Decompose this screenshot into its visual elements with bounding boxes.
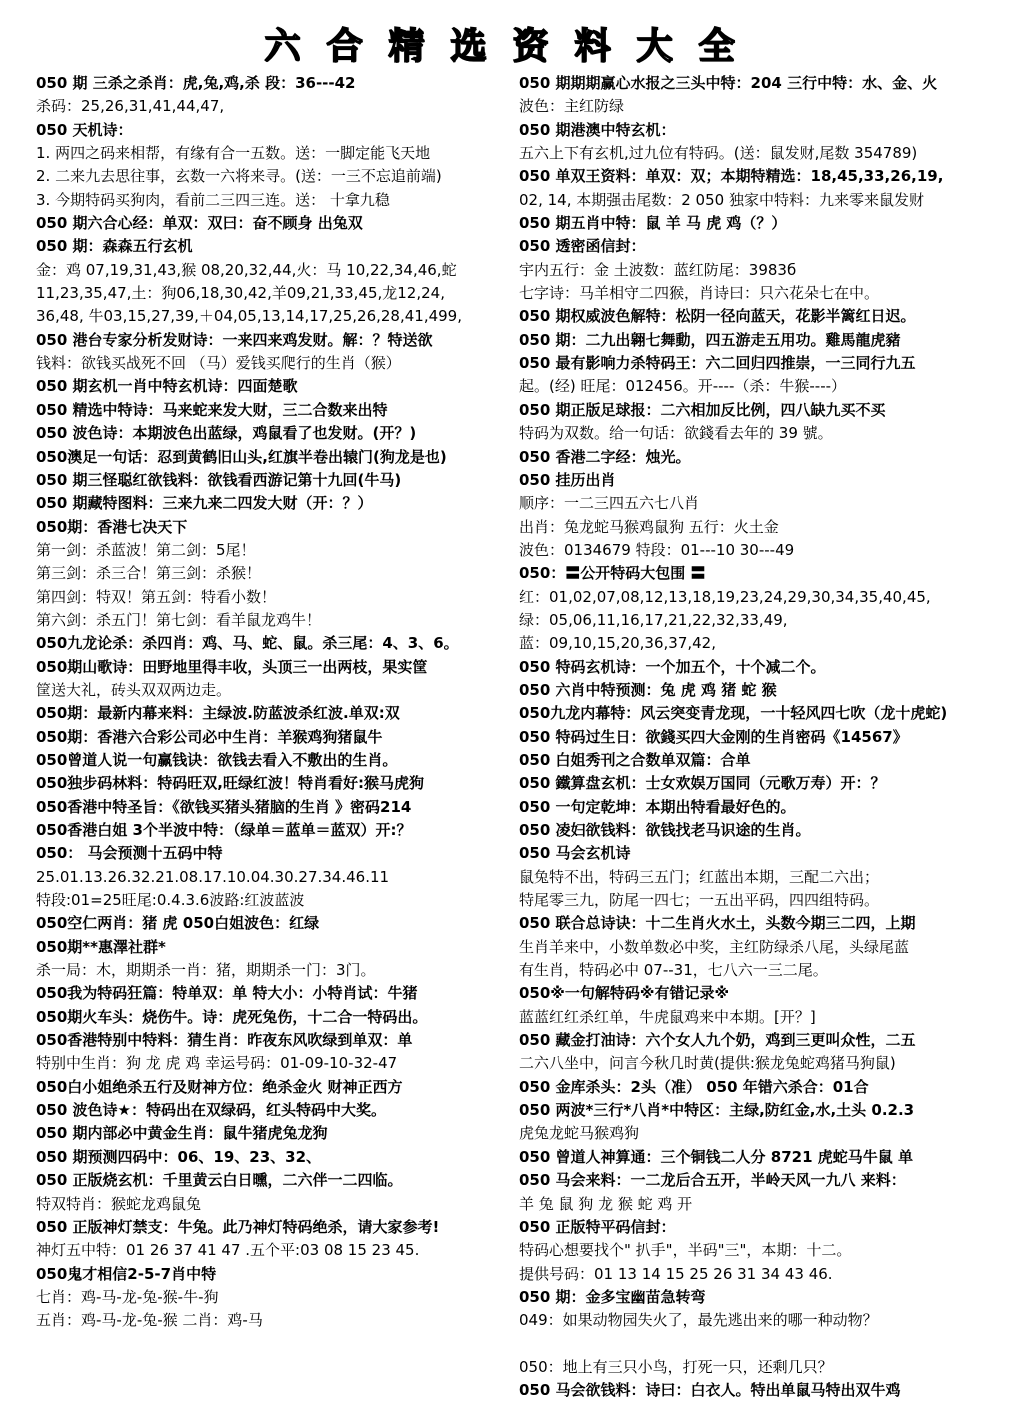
section-heading-line: 050 期三怪聪红欲钱料：欲钱看西游记第十九回(牛马) [36, 470, 402, 489]
section-heading-line: 050 期五肖中特：鼠 羊 马 虎 鸡（？） [519, 214, 787, 233]
text-line: 1. 两四之码来相帮，有缘有合一五数。送：一脚定能飞天地 [36, 144, 431, 163]
text-line: 蓝蓝红红杀红单，牛虎鼠鸡来中本期。[开？] [519, 1007, 816, 1026]
text-line: 25.01.13.26.32.21.08.17.10.04.30.27.34.46.11 [36, 867, 390, 886]
section-heading-line: 050 联合总诗诀：十二生肖火水土，头数今期三二四，上期 [519, 914, 916, 933]
page-title: 六合精选资料大全 [264, 26, 761, 67]
section-heading-line: 050香港中特圣旨：《欲钱买猪头猪脑的生肖 》密码214 [36, 797, 412, 816]
section-heading-line: 050 期 三杀之杀肖：虎,兔,鸡,杀 段：36---42 [36, 74, 356, 92]
text-line: 七肖：鸡-马-龙-兔-猴-牛-狗 [36, 1287, 219, 1306]
section-heading-line: 050 期正版足球报：二六相加反比例，四八缺九买不买 [519, 400, 886, 419]
text-line: 二六八坐中，问言今秋几时黄(提供:猴龙兔蛇鸡猪马狗鼠) [519, 1054, 896, 1073]
section-heading-line: 050期：最新内幕来料：主绿波.防蓝波杀红波.单双:双 [36, 704, 400, 723]
text-line: 蓝：09,10,15,20,36,37,42, [519, 634, 716, 653]
text-line: 七字诗：马羊相守二四猴，肖诗曰：只六花朵七在中。 [519, 284, 880, 303]
text-line: 生肖羊来中，小数单数必中奖，主红防绿杀八尾，头绿尾蓝 [519, 937, 910, 956]
section-heading-line: 050 期藏特图料：三来九来二四发大财（开：？） [36, 494, 373, 513]
section-heading-line: 050 香港二字经：烛光。 [519, 447, 691, 466]
text-line: 特码心想要找个" 扒手"，半码"三"，本期：十二。 [519, 1241, 852, 1260]
section-heading-line: 050 最有影响力杀特码王：六二回归四推崇，一三同行九五 [519, 354, 916, 373]
text-line: 顺序：一二三四五六七八肖 [519, 494, 700, 513]
section-heading-line: 050 凌妇欲钱料：欲钱找老马识途的生肖。 [519, 821, 811, 839]
section-heading-line: 050九龙内幕特：风云突变青龙现，一十轻风四七吹（龙十虎蛇) [519, 704, 948, 723]
section-heading-line: 050 挂历出肖 [519, 470, 616, 489]
section-heading-line: 050 港台专家分析发财诗：一来四来鸡发财。解：？特送欲 [36, 330, 433, 349]
section-heading-line: 050 透密函信封： [519, 237, 646, 256]
text-line: 提供号码：01 13 14 15 25 26 31 34 43 46. [519, 1264, 833, 1283]
text-line: 第六剑：杀五门！第七剑：看羊鼠龙鸡牛！ [36, 610, 322, 629]
text-line: 宇内五行：金 土波数：蓝红防尾：3983б [519, 260, 797, 279]
section-heading-line: 050 马会欲钱料：诗曰：白衣人。特出单鼠马特出双牛鸡 [519, 1381, 901, 1400]
text-line: 筐送大礼，砖头双双两边走。 [36, 680, 232, 699]
text-line: 杀一局：木，期期杀一肖：猪，期期杀一门：3门。 [36, 961, 376, 980]
section-heading-line: 050我为特码狂篇：特单双：单 特大小：小特肖试：牛猪 [36, 984, 418, 1003]
section-heading-line: 050空仁两肖：猪 虎 050白姐波色：红绿 [36, 914, 320, 933]
section-heading-line: 050 期：森森五行玄机 [36, 237, 193, 256]
text-line: 2. 二来九去思往事，玄数一六将来寻。(送：一三不忘追前端) [36, 167, 442, 186]
section-heading-line: 050 期六合心经：单双：双曰：奋不顾身 出兔双 [36, 214, 363, 233]
section-heading-line: 050 马会玄机诗 [519, 844, 631, 863]
left-column [36, 72, 526, 1333]
section-heading-line: 050独步码林料：特码旺双,旺绿红波！特肖看好:猴马虎狗 [36, 774, 425, 793]
section-heading-line: 050九龙论杀：杀四肖：鸡、马、蛇、鼠。杀三尾：4、3、6。 [36, 634, 459, 653]
right-column [519, 72, 1009, 1403]
text-line: 杀码：25,26,31,41,44,47, [36, 97, 225, 116]
section-heading-line: 050 期内部必中黄金生肖：鼠牛猪虎兔龙狗 [36, 1124, 328, 1143]
section-heading-line: 050期：香港七决天下 [36, 517, 188, 536]
section-heading-line: 050期火车头：烧伤牛。诗：虎死兔伤，十二合一特码出。 [36, 1007, 428, 1026]
text-line [519, 1333, 1009, 1356]
text-line: 36,48, 牛03,15,27,39,＋04,05,13,14,17,25,26,28,41,499, [36, 307, 462, 326]
section-heading-line: 050 波色诗★：特码出在双绿码，红头特码中大奖。 [36, 1101, 386, 1120]
section-heading-line: 050 马会来料：一二龙后合五开，半岭天风一九八 来料： [519, 1171, 906, 1190]
text-line: 第一剑：杀蓝波！第二剑：5尾！ [36, 540, 256, 559]
text-line: 出肖：兔龙蛇马猴鸡鼠狗 五行：火土金 [519, 517, 779, 536]
text-line: 波色：0134679 特段：01---10 30---49 [519, 540, 795, 559]
text-line: 神灯五中特：01 26 37 41 47 .五个平:03 08 15 23 45. [36, 1241, 420, 1260]
section-heading-line: 050 期期期赢心水报之三头中特：204 三行中特：水、金、火 [519, 74, 938, 92]
section-heading-line: 050 期预测四码中：06、19、23、32、 [36, 1147, 322, 1166]
section-heading-line: 050 特码过生日：欲錢买四大金刚的生肖密码《14567》 [519, 727, 908, 746]
text-line: 虎兔龙蛇马猴鸡狗 [519, 1124, 640, 1143]
text-line: 3. 今期特码买狗肉，看前二三四三连。送： 十拿九稳 [36, 190, 390, 209]
text-line: 起。(经) 旺尾：012456。开----（杀：牛猴----） [519, 377, 847, 396]
text-line: 羊 兔 鼠 狗 龙 猴 蛇 鸡 开 [519, 1194, 693, 1213]
section-heading-line: 050：〓公开特码大包围 〓 [519, 564, 706, 583]
text-line: 红：01,02,07,08,12,13,18,19,23,24,29,30,34,35,40,45, [519, 587, 931, 606]
text-line: 金：鸡 07,19,31,43,猴 08,20,32,44,火：马 10,22,34,46,蛇 [36, 260, 457, 279]
section-heading-line: 050 期权威波色解特：松阴一径向蓝天，花影半篱红日迟。 [519, 307, 916, 326]
text-line: 049：如果动物园失火了，最先逃出来的哪一种动物？ [519, 1311, 878, 1330]
text-line: 钱料：欲钱买战死不回 （马）爱钱买爬行的生肖（猴） [36, 354, 401, 373]
section-heading-line: 050期山歌诗：田野地里得丰收，头顶三一出两枝，果实筐 [36, 657, 428, 676]
text-line: 鼠兔特不出，特码三五门；红蓝出本期，三配二六出； [519, 867, 880, 886]
section-heading-line: 050 正版特平码信封： [519, 1217, 676, 1236]
section-heading-line: 050 正版神灯禁支：牛兔。此乃神灯特码绝杀，请大家参考! [36, 1217, 440, 1236]
section-heading-line: 050期：香港六合彩公司必中生肖：羊猴鸡狗猪鼠牛 [36, 727, 383, 746]
section-heading-line: 050： 马会预测十五码中特 [36, 844, 223, 863]
section-heading-line: 050 曾道人神算通：三个铜钱二人分 8721 虎蛇马牛鼠 单 [519, 1147, 913, 1166]
section-heading-line: 050白小姐绝杀五行及财神方位：绝杀金火 财神正西方 [36, 1077, 403, 1096]
text-line: 02, 14, 本期强击尾数：2 050 独家中特料：九来零来鼠发财 [519, 190, 924, 209]
section-heading-line: 050 天机诗： [36, 120, 133, 139]
section-heading-line: 050 鐵算盘玄机：士女欢娱万国同（元歌万寿）开：？ [519, 774, 886, 793]
section-heading-line: 050香港特别中特料：猜生肖：昨夜东风吹绿到单双：单 [36, 1031, 413, 1050]
section-heading-line: 050 两波*三行*八肖*中特区：主绿,防红金,水,土头 0.2.3 [519, 1101, 915, 1120]
text-line: 波色：主红防绿 [519, 97, 625, 116]
text-line: 特段:01=25旺尾:0.4.3.6波路:红波蓝波 [36, 891, 305, 910]
section-heading-line: 050香港白姐 3个半波中特：（绿单＝蓝单＝蓝双）开:？ [36, 821, 412, 839]
text-line: 有生肖，特码必中 07--31，七八六一三二尾。 [519, 961, 828, 980]
text-line: 11,23,35,47,土：狗06,18,30,42,羊09,21,33,45,龙12,24, [36, 284, 445, 303]
text-line: 特双特肖：猴蛇龙鸡鼠兔 [36, 1194, 202, 1213]
section-heading-line: 050 特码玄机诗：一个加五个，十个减二个。 [519, 657, 826, 676]
section-heading-line: 050 藏金打油诗：六个女人九个奶，鸡到三更叫众性，二五 [519, 1031, 916, 1050]
section-heading-line: 050 期：二九出翱七舞動，四五游走五用功。雞馬龍虎豬 [519, 330, 901, 349]
text-line: 五肖：鸡-马-龙-兔-猴 二肖：鸡-马 [36, 1311, 263, 1330]
section-heading-line: 050 期港澳中特玄机： [519, 120, 676, 139]
section-heading-line: 050曾道人说一句赢钱诀：欲钱去看入不敷出的生肖。 [36, 750, 398, 769]
section-heading-line: 050 六肖中特预测：兔 虎 鸡 猪 蛇 猴 [519, 680, 777, 699]
section-heading-line: 050 波色诗：本期波色出蓝绿，鸡鼠看了也发财。(开？) [36, 424, 417, 443]
section-heading-line: 050澳足一句话：忍到黄鹤旧山头,红旗半卷出辕门(狗龙是也) [36, 447, 447, 466]
section-heading-line: 050 正版烧玄机：千里黄云白日曛，二六伴一二四临。 [36, 1171, 403, 1190]
text-line: 050：地上有三只小鸟，打死一只，还剩几只？ [519, 1357, 833, 1376]
section-heading-line: 050鬼才相信2-5-7肖中特 [36, 1264, 217, 1283]
section-heading-line: 050 单双王资料：单双：双；本期特精选：18,45,33,26,19, [519, 167, 944, 186]
text-line: 绿：05,06,11,16,17,21,22,32,33,49, [519, 610, 788, 629]
section-heading-line: 050 一句定乾坤：本期出特看最好色的。 [519, 797, 796, 816]
text-line: 第四剑：特双！第五剑：特看小数！ [36, 587, 277, 606]
text-line: 五六上下有玄机,过九位有特码。(送：鼠发财,尾数 354789) [519, 144, 918, 163]
text-line: 特别中生肖：狗 龙 虎 鸡 幸运号码：01-09-10-32-47 [36, 1054, 398, 1073]
section-heading-line: 050 期玄机一肖中特玄机诗：四面楚歌 [36, 377, 298, 396]
section-heading-line: 050 白姐秀刊之合数单双篇：合单 [519, 750, 751, 769]
section-heading-line: 050 精选中特诗：马来蛇来发大财，三二合数来出特 [36, 400, 388, 419]
text-line: 第三剑：杀三合！第三剑：杀猴！ [36, 564, 262, 583]
section-heading-line: 050期**惠澤社群* [36, 937, 166, 956]
section-heading-line: 050※一句解特码※有错记录※ [519, 984, 730, 1003]
section-heading-line: 050 期：金多宝幽苗急转弯 [519, 1287, 706, 1306]
section-heading-line: 050 金库杀头：2头（准） 050 年错六杀合：01合 [519, 1077, 869, 1096]
text-line: 特码为双数。给一句话：欲錢看去年的 39 號。 [519, 424, 833, 443]
text-line: 特尾零三九，防尾一四七；一五出平码，四四组特码。 [519, 891, 880, 910]
